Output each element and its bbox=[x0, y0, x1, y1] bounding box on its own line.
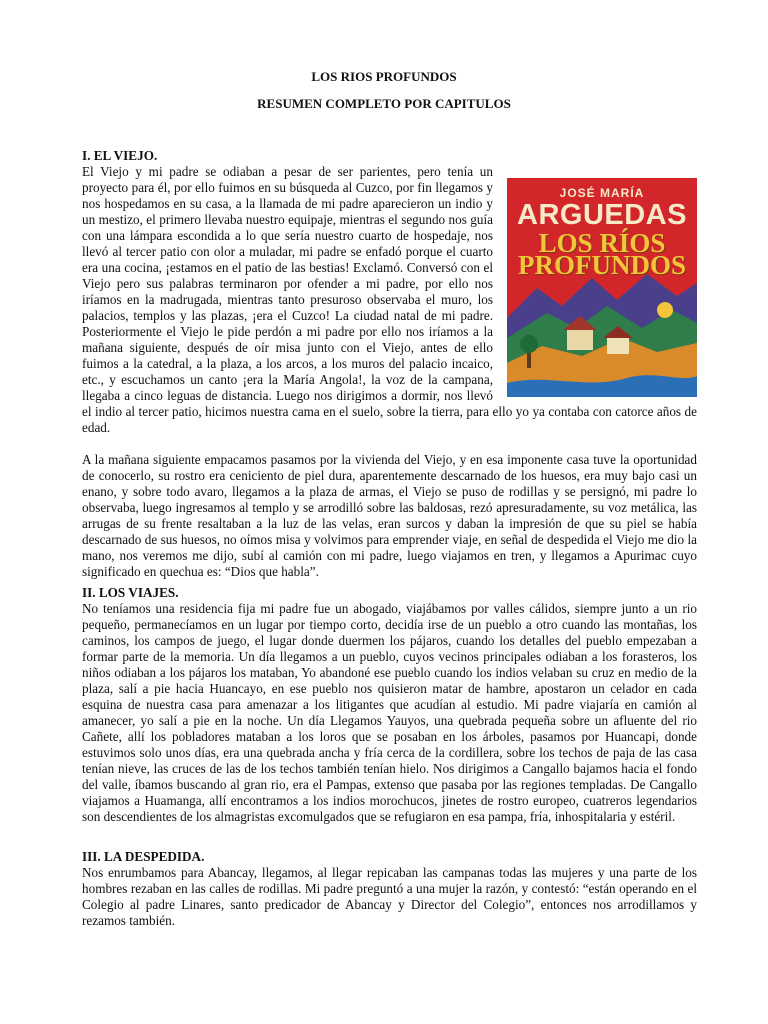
paragraph: Nos enrumbamos para Abancay, llegamos, al llegar repicaban las campanas todas las mujeres y una parte de los hombres rezaban en las calles de rodillas. Mi padre preguntó a una mujer la razón, y contestó: “están operando en el Colegio al padre Linares, santo predicador de Abancay y Director del Colegio”, entonces nos arrodillamos y rezamos también. bbox=[82, 865, 697, 928]
cover-title-line1: LOS RÍOS bbox=[538, 228, 666, 258]
cover-title-line2: PROFUNDOS bbox=[518, 250, 686, 280]
cover-author-last: ARGUEDAS bbox=[517, 199, 687, 231]
paragraph: El Viejo y mi padre se odiaban a pesar de ser parientes, pero tenía un proyecto para él, por ello fuimos en su búsqueda al Cuzco, por fin llegamos y nos hospedamos en su casa, a la llamada de mi padre aparecieron un indio y un mestizo, el primero llevaba nuestro equipaje, mientras el segundo nos guía con una lámpara escondida a lo que sería nuestro cuarto de hospedaje, nos llevó al tercer patio con olor a muladar, mi padre se enfadó porque el cuarto era una cocina, ¡estamos en el patio de las bestias! Exclamó. Conversó con el Viejo pero sus palabras terminaron por ofender a mi padre, por ello nos iríamos en la madrugada, mientras tanto presuroso observaba el muro, los palacios, templos y las plazas, ¡era el Cuzco! La ciudad natal de mi padre. Posteriormente el Viejo le pide perdón a mi padre por ello nos iríamos a la mañana siguiente, después de oír misa junto con el Viejo, antes de ello fuimos a la catedral, a la plaza, a los arcos, a los muros del palacio incaico, etc., y escuchamos un canto ¡era la María Angola!, la voz de la campana, llegaba a cinco leguas de distancia. Luego nos dirigimos a dormir, nos llevó el indio al tercer patio, hicimos nuestra cama en el suelo, sobre la tierra, para ello yo ya contaba con catorce años de edad. bbox=[82, 164, 697, 435]
paragraph: A la mañana siguiente empacamos pasamos por la vivienda del Viejo, y en esa imponente casa tuve la oportunidad de conocerlo, su rostro era ceniciento de piel dura, aparentemente descarnado de los huesos, era muy bajo casi un enano, y sobre todo avaro, llegamos a la plaza de armas, el Viejo se puso de rodillas y se persignó, mi padre lo observaba, luego ingresamos al templo y se arrodilló sobre las baldosas, rezó apresuradamente, su voz metálica, las arrugas de su frente resaltaban a la luz de las velas, eran surcos y daban la impresión de que su piel se había descarnado de sus huesos, no oímos misa y volvimos para emprender viaje, en señal de despedida el Viejo me dio la mano, nos veremos me dijo, subí al camión con mi padre, luego viajamos en tren, y llegamos a Apurimac cuyo significado en quechua es: “Dios que habla”. bbox=[82, 452, 697, 579]
cover-author-first: JOSÉ MARÍA bbox=[559, 186, 645, 200]
section-el-viejo bbox=[82, 148, 697, 580]
document-title: LOS RIOS PROFUNDOS bbox=[311, 69, 457, 84]
paragraph: No teníamos una residencia fija mi padre fue un abogado, viajábamos por valles cálidos, siempre junto a un rio pequeño, permanecíamos en un lugar por tiempo corto, decidía irse de un pueblo a otro cuando las montañas, los caminos, los campos de juego, el lugar donde duermen los pájaros, cuando los detalles del pueblo empezaban a formar parte de la memoria. Un día llegamos a un pueblo, cuyos vecinos principales odiaban a los forasteros, los niños odiaban a los pájaros los mataban, Yo abandoné ese pueblo cuando los indios velaban su cruz en medio de la plaza, salí a pie hacia Huancayo, en ese pueblo nos quisieron matar de hambre, apostaron un celador en cada esquina de nuestra casa para amenazar a los litigantes que acudían al estudio. Mi padre viajaría en camión al amanecer, yo salí a pie en la noche. Un día Llegamos Yauyos, una quebrada pequeña sobre un afluente del rio Cañete, allí los pobladores mataban a los loros que se posaban en los árboles, pasamos por Huancapi, donde estuvimos solo unos días, era una quebrada ancha y fría cerca de la cordillera, sobre los techos de paja de las casa tenían nieve, las cruces de las de los techos también tenían hielo. Nos dirigimos a Cangallo bajamos hacia el fondo del valle, íbamos buscando al gran rio, era el Pampas, extenso que pasaba por las regiones templadas. De Cangallo viajamos a Huamanga, allí encontramos a los indios morochucos, jinetes de rostro europeo, cuatreros legendarios son descendientes de los almagristas excomulgados que se refugiaron en esa pampa, fría, inhospitalaria y estéril. bbox=[82, 601, 697, 824]
document-subtitle: RESUMEN COMPLETO POR CAPITULOS bbox=[257, 96, 511, 111]
book-cover-image bbox=[507, 178, 697, 397]
section-los-viajes bbox=[82, 585, 697, 825]
section-heading: II. LOS VIAJES. bbox=[82, 585, 179, 600]
section-heading: III. LA DESPEDIDA. bbox=[82, 849, 205, 864]
section-la-despedida bbox=[82, 849, 697, 929]
section-heading: I. EL VIEJO. bbox=[82, 148, 158, 163]
